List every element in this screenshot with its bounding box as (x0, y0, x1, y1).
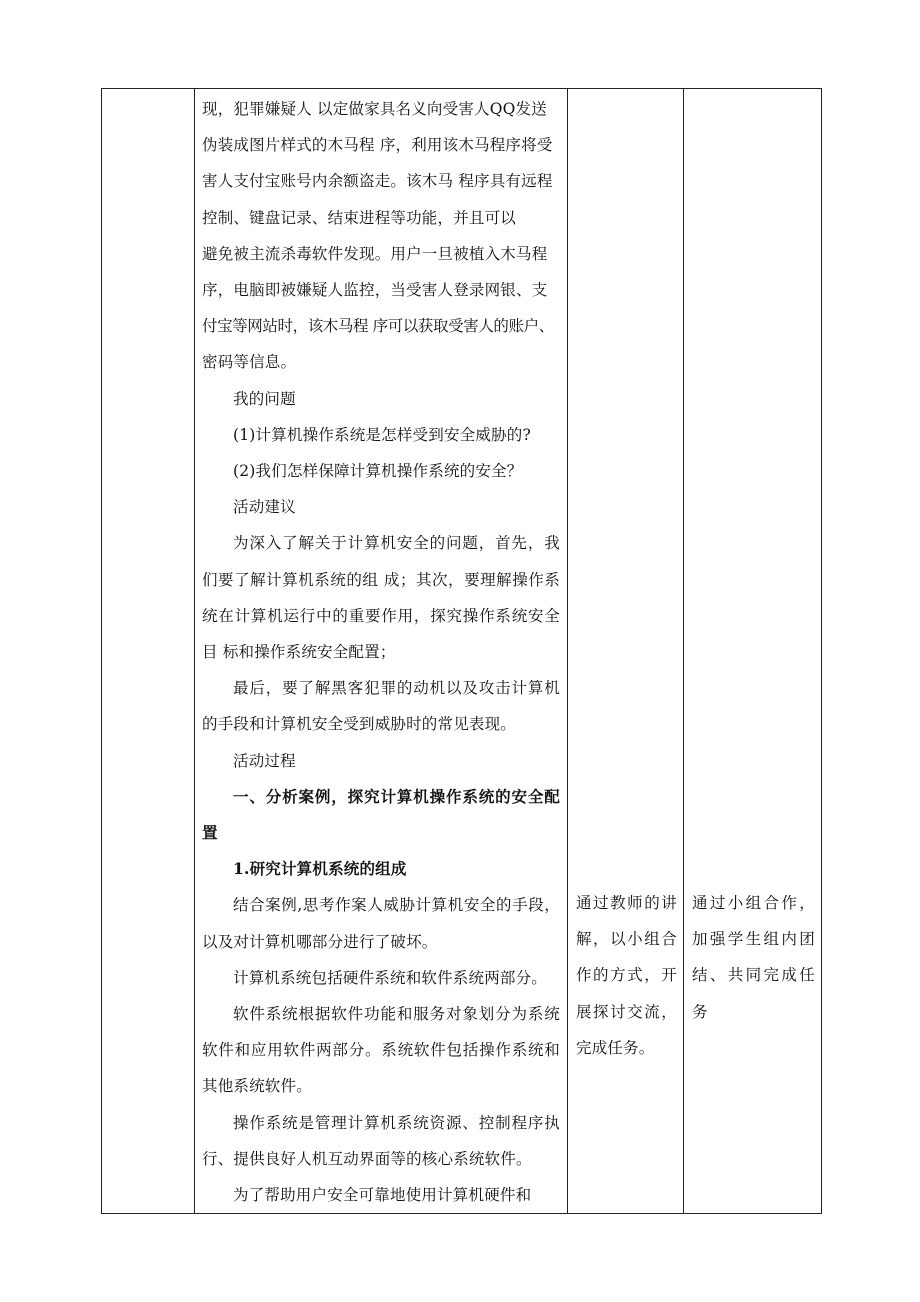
case-line: 害人支付宝账号内余额盗走。该木马 程序具有远程 (202, 172, 553, 191)
question-2: (2)我们怎样保障计算机操作系统的安全？ (233, 462, 523, 481)
case-line: 密码等信息。 (202, 353, 297, 372)
activity-suggestion-heading: 活动建议 (233, 498, 296, 517)
empty-cell (102, 89, 195, 1214)
body-paragraph-3: 软件系统根据软件功能和服务对象划分为系统软件和应用软件两部分。系统软件包括操作系统和其他系统软件。 (202, 1005, 560, 1096)
activity-process-heading: 活动过程 (233, 751, 296, 770)
lesson-content-cell (195, 89, 568, 1214)
teacher-activity-cell (568, 89, 684, 1214)
body-paragraph-2: 计算机系统包括硬件系统和软件系统两部分。 (233, 968, 548, 987)
question-1: (1)计算机操作系统是怎样受到安全威胁的? (233, 425, 531, 444)
section-1-title: 一、分析案例，探究计算机操作系统的安全配置 (202, 786, 560, 843)
teacher-activity-text: 通过教师的讲解，以小组合作的方式，开展探讨交流，完成任务。 (576, 894, 677, 1057)
case-line: 控制、键盘记录、结束进程等功能，并且可以 (202, 208, 517, 227)
design-intent-cell (684, 89, 822, 1214)
case-line: 序，电脑即被嫌疑人监控，当受害人登录网银、支 (202, 281, 548, 300)
case-line: 付宝等网站时，该木马程 序可以获取受害人的账户、 (202, 317, 554, 336)
lesson-content (195, 89, 567, 1213)
suggestion-paragraph-2: 最后，要了解黑客犯罪的动机以及攻击计算机的手段和计算机安全受到威胁时的常见表现。 (202, 679, 560, 734)
body-paragraph-1: 结合案例,思考作案人威胁计算机安全的手段，以及对计算机哪部分进行了破坏。 (202, 896, 560, 951)
case-line: 避免被主流杀毒软件发现。用户一旦被植入木马程 (202, 244, 548, 263)
table-row (102, 89, 822, 1214)
design-intent-text: 通过小组合作，加强学生组内团结、共同完成任务 (692, 894, 815, 1021)
suggestion-paragraph-1: 为深入了解关于计算机安全的问题，首先，我们要了解计算机系统的组 成；其次，要理解操作系统在计算机运行中的重要作用，探究操作系统安全目 标和操作系统安全配置； (202, 534, 560, 662)
case-line: 伪装成图片样式的木马程 序，利用该木马程序将受 (202, 136, 553, 155)
body-paragraph-4: 操作系统是管理计算机系统资源、控制程序执行、提供良好人机互动界面等的核心系统软件。 (202, 1113, 560, 1168)
case-line: 现，犯罪嫌疑人 以定做家具名义向受害人QQ发送 (202, 100, 547, 118)
subsection-1-title: 1.研究计算机系统的组成 (233, 859, 407, 879)
body-paragraph-5: 为了帮助用户安全可靠地使用计算机硬件和 (233, 1186, 532, 1205)
lesson-plan-table (101, 88, 822, 1214)
my-questions-heading: 我的问题 (233, 389, 296, 408)
